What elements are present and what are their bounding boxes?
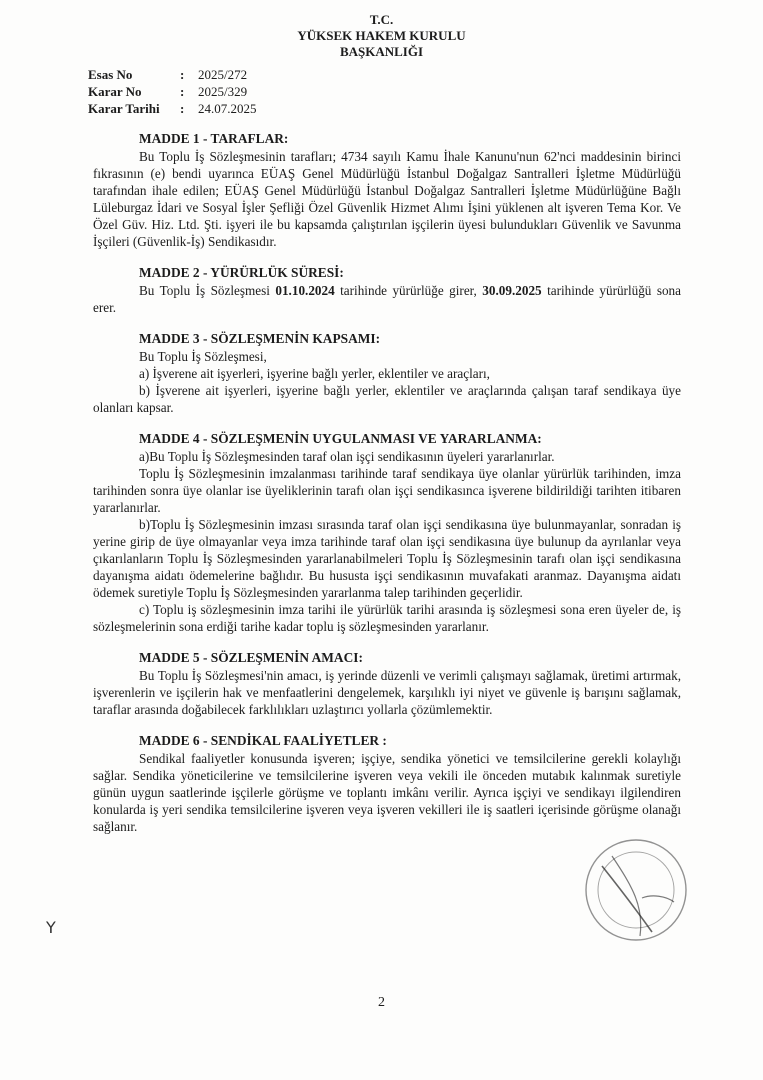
meta-value: 24.07.2025 — [198, 101, 257, 116]
text-run: Bu Toplu İş Sözleşmesi — [139, 283, 276, 298]
meta-colon: : — [180, 67, 185, 82]
list-item: b) İşverene ait işyerleri, işyerine bağlı yerler, eklentiler ve araçlarında çalışan taraf sendikaya üye olanları kapsar. — [93, 383, 681, 415]
section-paragraph: Toplu İş Sözleşmesinin imzalanması tarihinde taraf sendikaya üye olanlar yürürlük tarihinden, imza tarihinden sonra üye olanlar ise üyeliklerinin tarafı olan işçi sendikasınca işverene bildirildiği tarihten itibaren yararlanırlar. — [93, 466, 681, 515]
text-run: tarihinde yürürlüğü sona erer. — [93, 283, 681, 315]
list-item: a) İşverene ait işyerleri, işyerine bağlı yerler, eklentiler ve araçları, — [139, 366, 490, 381]
section-heading: MADDE 2 - YÜRÜRLÜK SÜRESİ: — [139, 265, 344, 280]
document-body — [93, 130, 681, 849]
margin-initial-mark: Y — [46, 918, 56, 937]
meta-label: Karar No — [88, 84, 142, 99]
meta-colon: : — [180, 101, 185, 116]
section-madde-4 — [93, 430, 681, 635]
section-paragraph: Bu Toplu İş Sözleşmesi'nin amacı, iş yerinde düzenli ve verimli çalışmayı sağlamak, üretimi artırmak, işverenlerin ve işçilerin hak ve menfaatlerini dengelemek, karşılıklı iyi niyet ve güvenle iş barışını sağlamak, taraflar arasında doğabilecek farklılıkları uzlaştırıcı yollarla çözümlemektir. — [93, 668, 681, 717]
section-madde-2 — [93, 264, 681, 316]
section-paragraph: Bu Toplu İş Sözleşmesinin tarafları; 4734 sayılı Kamu İhale Kanunu'nun 62'nci maddesinin birinci fıkrasının (e) bendi uyarınca EÜAŞ Genel Müdürlüğü İstanbul Doğalgaz Santralleri İşletme Müdürlüğü tarafından ihale edilen; EÜAŞ Genel Müdürlüğü İstanbul Doğalgaz Santralleri İşletme Müdürlüğüne Bağlı Lüleburgaz İdari ve Sosyal İşler Şefliği Özel Güvenlik Hizmet Alımı İşini yüklenen alt işveren Tema Kor. Ve Özel Güv. Hiz. Ltd. Şti. işyeri ile bu kapsamda çalıştırılan işçilerin üyesi bulundukları Güvenlik ve Savunma İşçileri (Güvenlik-İş) Sendikasıdır. — [93, 149, 681, 249]
section-heading: MADDE 1 - TARAFLAR: — [139, 131, 289, 146]
list-item: b)Toplu İş Sözleşmesinin imzası sırasında taraf olan işçi sendikasına üye bulunmayanlar, sonradan iş yerine girip de üye olmayanlar veya imza tarihinde taraf olan işçi sendikasına üye bulunup da ayrılanlar veya çıkarılanların Toplu İş Sözleşmesinden yararlanabilmeleri Toplu İş Sözleşmesinin tarafı olan işçi sendikasına dayanışma aidatı ödemelerine bağlıdır. Bu hususta işçi sendikasının muvafakati aranmaz. Dayanışma aidatı ödemek suretiyle Toplu İş Sözleşmesinden yararlanma talep tarihinden geçerlidir. — [93, 517, 681, 600]
meta-label: Karar Tarihi — [88, 101, 160, 116]
section-madde-1 — [93, 130, 681, 250]
section-madde-3 — [93, 330, 681, 416]
section-madde-5 — [93, 649, 681, 718]
document-header — [0, 12, 763, 60]
header-line-institution: YÜKSEK HAKEM KURULU — [297, 28, 466, 43]
text-run: tarihinde yürürlüğe girer, — [334, 283, 483, 298]
meta-value: 2025/329 — [198, 84, 248, 99]
meta-row-karar-tarihi — [88, 100, 257, 117]
header-line-tc: T.C. — [369, 12, 394, 27]
section-heading: MADDE 4 - SÖZLEŞMENİN UYGULANMASI VE YARARLANMA: — [139, 431, 542, 446]
header-line-presidency: BAŞKANLIĞI — [339, 44, 424, 59]
section-paragraph: Sendikal faaliyetler konusunda işveren; işçiye, sendika yönetici ve temsilcilerine gerekli kolaylığı sağlar. Sendika yöneticilerine ve temsilcilerine işveren veya vekili ile önceden mutabık kalınmak suretiyle günün uygun saatlerinde işçilerle görüşme ve toplantı imkânı verilir. Ayrıca işçiyi ve sendikayı ilgilendiren konularda iş yeri sendika temsilcilerine işveren veya işveren vekilleri ile iş saatleri içerisinde görüşme olanağı sağlanır. — [93, 751, 681, 834]
section-paragraph — [93, 282, 681, 316]
start-date: 01.10.2024 — [275, 283, 335, 298]
meta-label: Esas No — [88, 67, 133, 82]
page-number: 2 — [378, 995, 385, 1010]
section-heading: MADDE 3 - SÖZLEŞMENİN KAPSAMI: — [139, 331, 381, 346]
end-date: 30.09.2025 — [482, 283, 542, 298]
section-intro: Bu Toplu İş Sözleşmesi, — [139, 349, 267, 364]
section-heading: MADDE 5 - SÖZLEŞMENİN AMACI: — [139, 650, 363, 665]
section-madde-6 — [93, 732, 681, 835]
meta-row-karar — [88, 83, 257, 100]
list-item: c) Toplu iş sözleşmesinin imza tarihi ile yürürlük tarihi arasında iş sözleşmesi sona eren üyeler de, iş sözleşmelerinin sona erdiği tarihe kadar toplu iş sözleşmesinden yararlanır. — [93, 602, 681, 634]
meta-row-esas — [88, 66, 257, 83]
round-seal-stamp-icon — [582, 836, 690, 944]
case-metadata — [88, 66, 257, 117]
meta-value: 2025/272 — [198, 67, 248, 82]
section-heading: MADDE 6 - SENDİKAL FAALİYETLER : — [139, 733, 387, 748]
list-item: a)Bu Toplu İş Sözleşmesinden taraf olan işçi sendikasının üyeleri yararlanırlar. — [139, 449, 555, 464]
meta-colon: : — [180, 84, 185, 99]
